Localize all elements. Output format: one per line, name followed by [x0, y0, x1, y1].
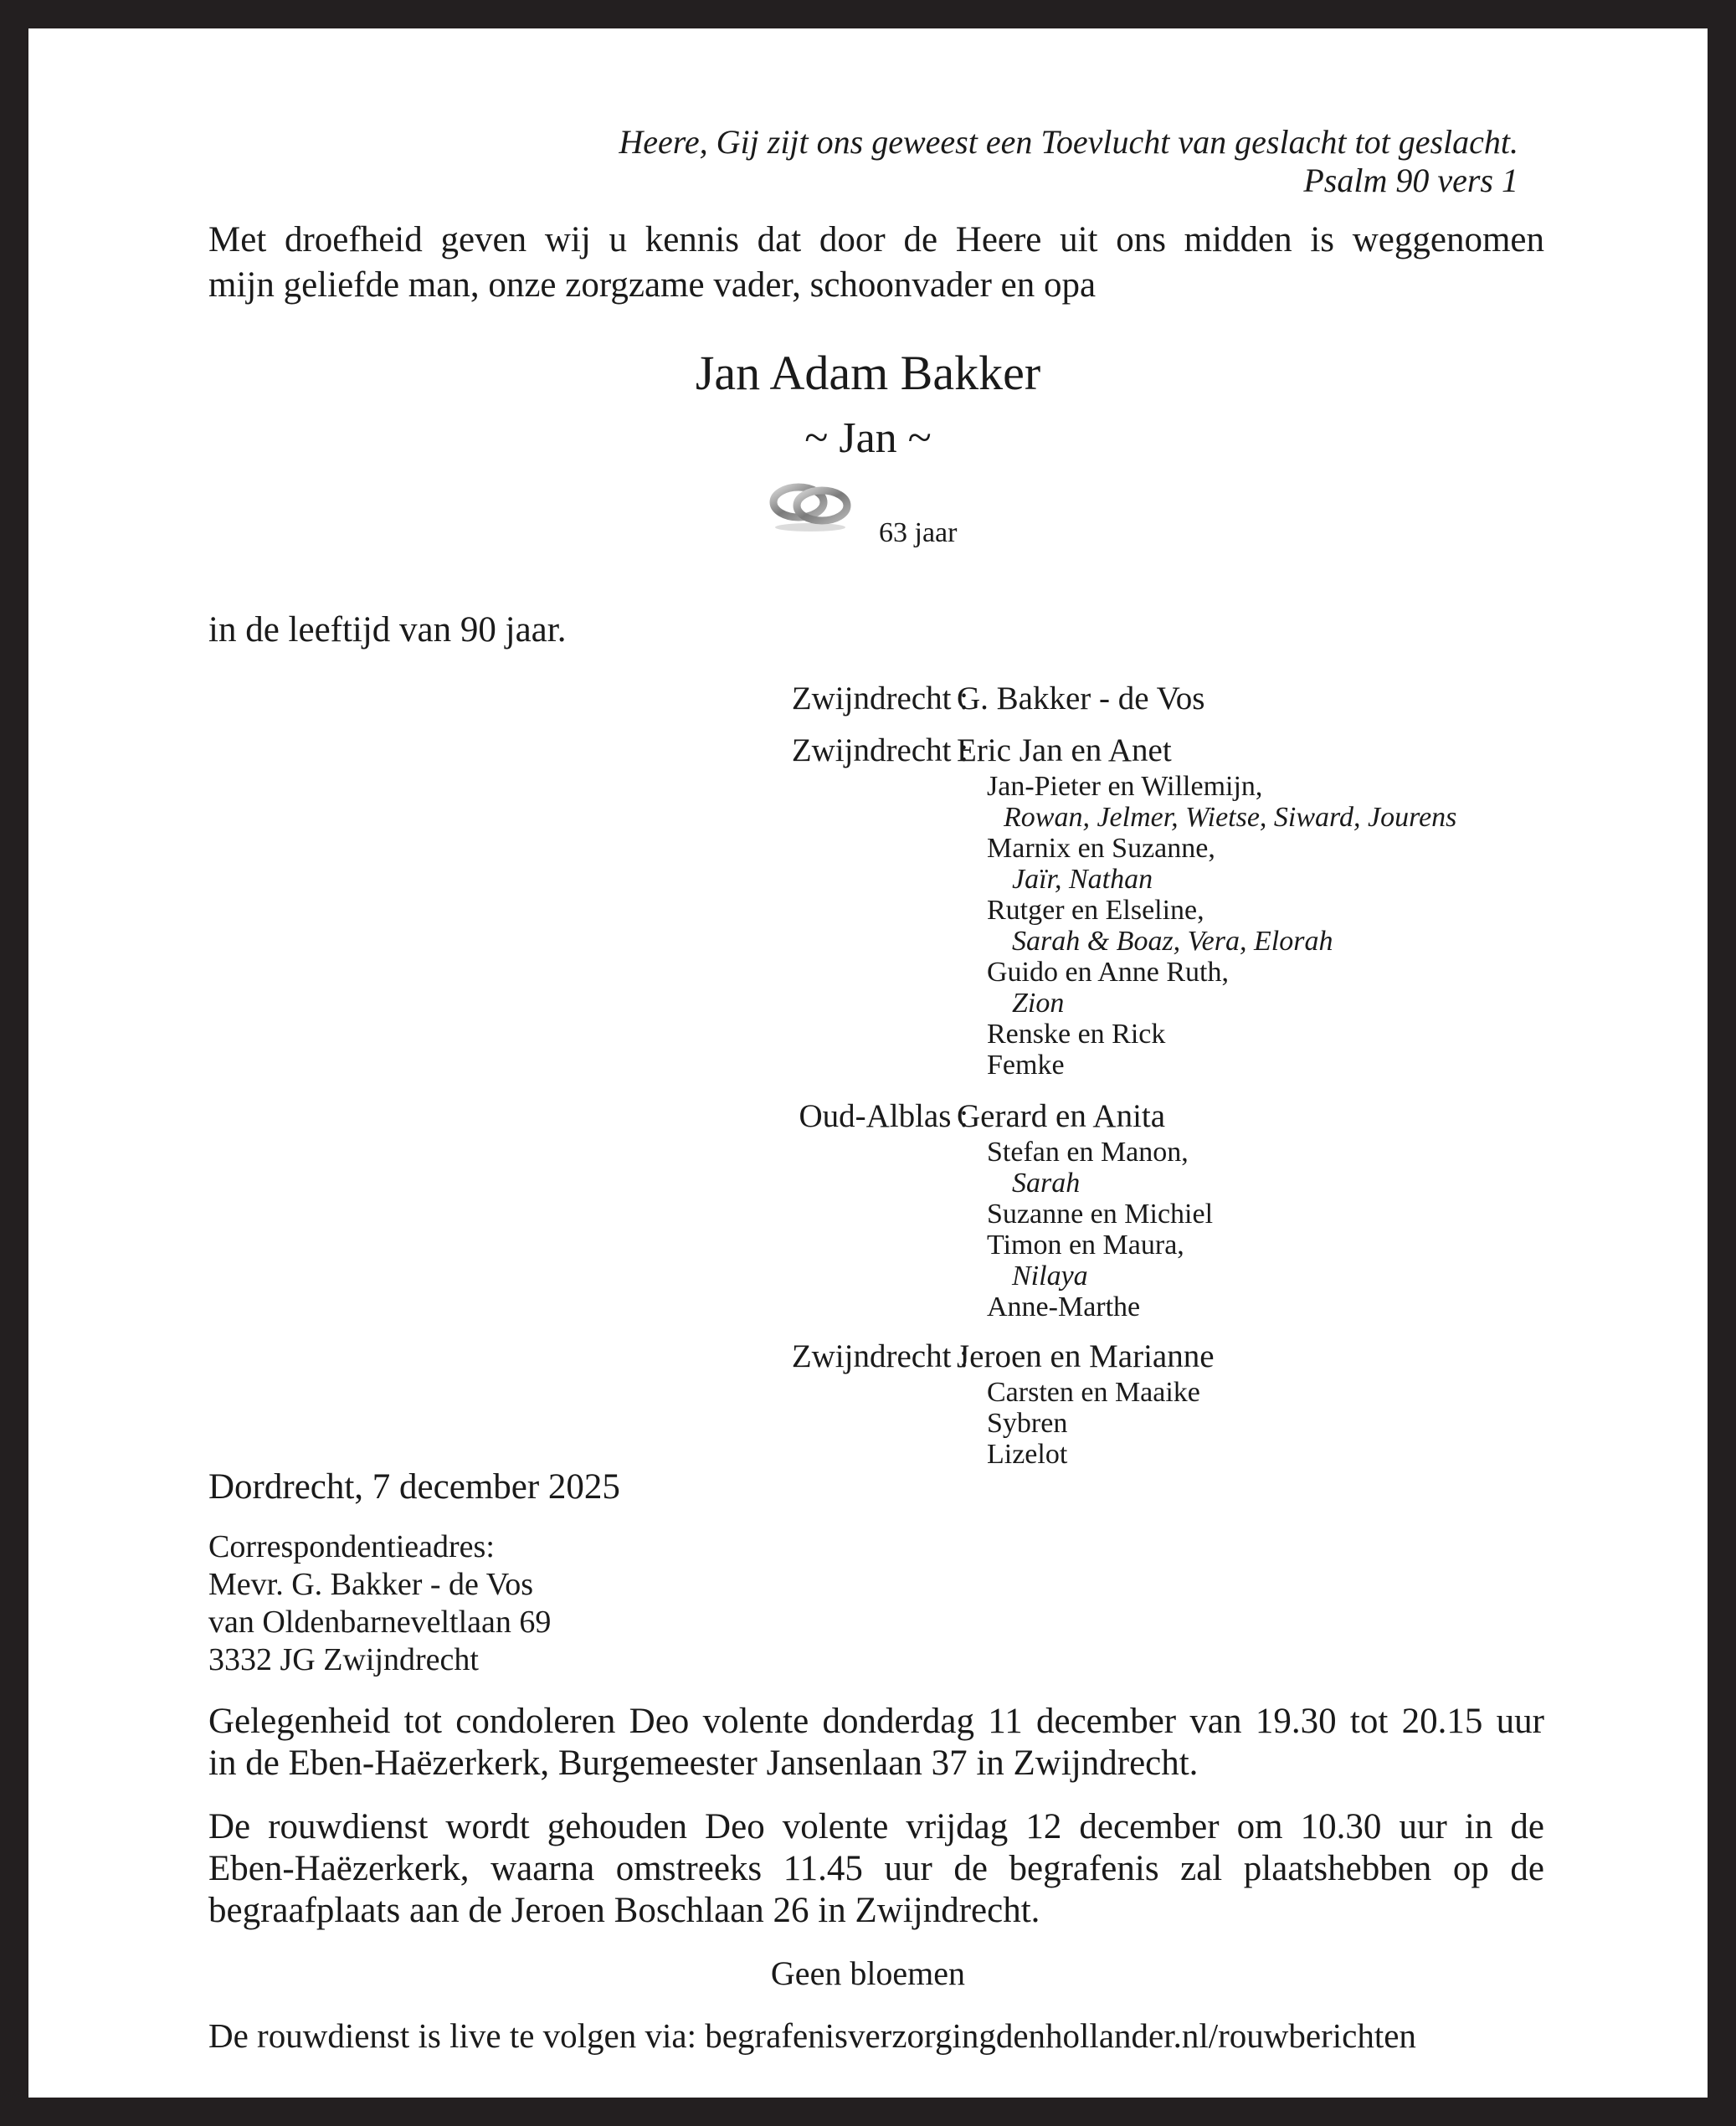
- child-names: Anne-Marthe: [987, 1292, 1141, 1322]
- child-names: Femke: [987, 1050, 1065, 1081]
- verse-text: Heere, Gij zijt ons geweest een Toevlucht van geslacht tot geslacht.: [619, 123, 1518, 161]
- child-names: Timon en Maura,: [987, 1230, 1184, 1261]
- family-member: Eric Jan en Anet: [957, 732, 1172, 768]
- grandchildren-names: Nilaya: [1012, 1261, 1088, 1292]
- age-line: in de leeftijd van 90 jaar.: [208, 610, 567, 650]
- grandchildren-names: Sarah: [1012, 1168, 1081, 1199]
- intro-line-1: Met droefheid geven wij u kennis dat door de Heere uit ons midden is weggenomen: [208, 220, 1544, 259]
- deceased-name: Jan Adam Bakker: [695, 346, 1041, 400]
- child-names: Stefan en Manon,: [987, 1137, 1189, 1168]
- family-place: Oud-Alblas :: [799, 1098, 968, 1134]
- grandchildren-names: Sarah & Boaz, Vera, Elorah: [1012, 926, 1333, 957]
- child-names: Carsten en Maaike: [987, 1377, 1200, 1408]
- family-member: G. Bakker - de Vos: [957, 680, 1205, 716]
- child-names: Marnix en Suzanne,: [987, 833, 1215, 864]
- child-names: Lizelot: [987, 1439, 1068, 1470]
- family-place: Zwijndrecht :: [791, 1338, 968, 1374]
- verse-reference: Psalm 90 vers 1: [1303, 162, 1518, 199]
- child-names: Sybren: [987, 1408, 1068, 1439]
- family-member: Gerard en Anita: [957, 1098, 1166, 1134]
- correspondence-street: van Oldenbarneveltlaan 69: [208, 1605, 552, 1640]
- death-notice-page: [28, 28, 1708, 2098]
- livestream-line: De rouwdienst is live te volgen via: begrafenisverzorgingdenhollander.nl/rouwberichten: [208, 2016, 1416, 2055]
- child-names: Renske en Rick: [987, 1019, 1166, 1050]
- deceased-nickname: ~ Jan ~: [804, 414, 932, 462]
- child-names: Rutger en Elseline,: [987, 895, 1204, 926]
- place-date: Dordrecht, 7 december 2025: [208, 1467, 620, 1507]
- grandchildren-names: Zion: [1012, 988, 1065, 1019]
- condolence-line-1: Gelegenheid tot condoleren Deo volente donderdag 11 december van 19.30 tot 20.15 uur: [208, 1702, 1544, 1741]
- correspondence-city: 3332 JG Zwijndrecht: [208, 1642, 479, 1677]
- family-place: Zwijndrecht :: [791, 680, 968, 716]
- service-line-3: begraafplaats aan de Jeroen Boschlaan 26 in Zwijndrecht.: [208, 1891, 1040, 1930]
- service-line-1: De rouwdienst wordt gehouden Deo volente vrijdag 12 december om 10.30 uur in de: [208, 1807, 1544, 1846]
- no-flowers: Geen bloemen: [770, 1954, 966, 1992]
- family-member: Jeroen en Marianne: [957, 1338, 1215, 1374]
- grandchildren-names: Jaïr, Nathan: [1012, 864, 1153, 895]
- wedding-rings-icon: [767, 474, 854, 534]
- child-names: Suzanne en Michiel: [987, 1199, 1214, 1230]
- family-place: Zwijndrecht :: [791, 732, 968, 768]
- condolence-line-2: in de Eben-Haëzerkerk, Burgemeester Jansenlaan 37 in Zwijndrecht.: [208, 1743, 1199, 1783]
- correspondence-label: Correspondentieadres:: [208, 1529, 495, 1564]
- child-names: Jan-Pieter en Willemijn,: [987, 771, 1263, 802]
- grandchildren-names: Rowan, Jelmer, Wietse, Siward, Jourens: [1004, 802, 1457, 833]
- correspondence-name: Mevr. G. Bakker - de Vos: [208, 1567, 534, 1602]
- marriage-years: 63 jaar: [879, 517, 958, 548]
- service-line-2: Eben-Haëzerkerk, waarna omstreeks 11.45 uur de begrafenis zal plaatshebben op de: [208, 1849, 1544, 1888]
- intro-line-2: mijn geliefde man, onze zorgzame vader, schoonvader en opa: [208, 265, 1097, 305]
- child-names: Guido en Anne Ruth,: [987, 957, 1229, 988]
